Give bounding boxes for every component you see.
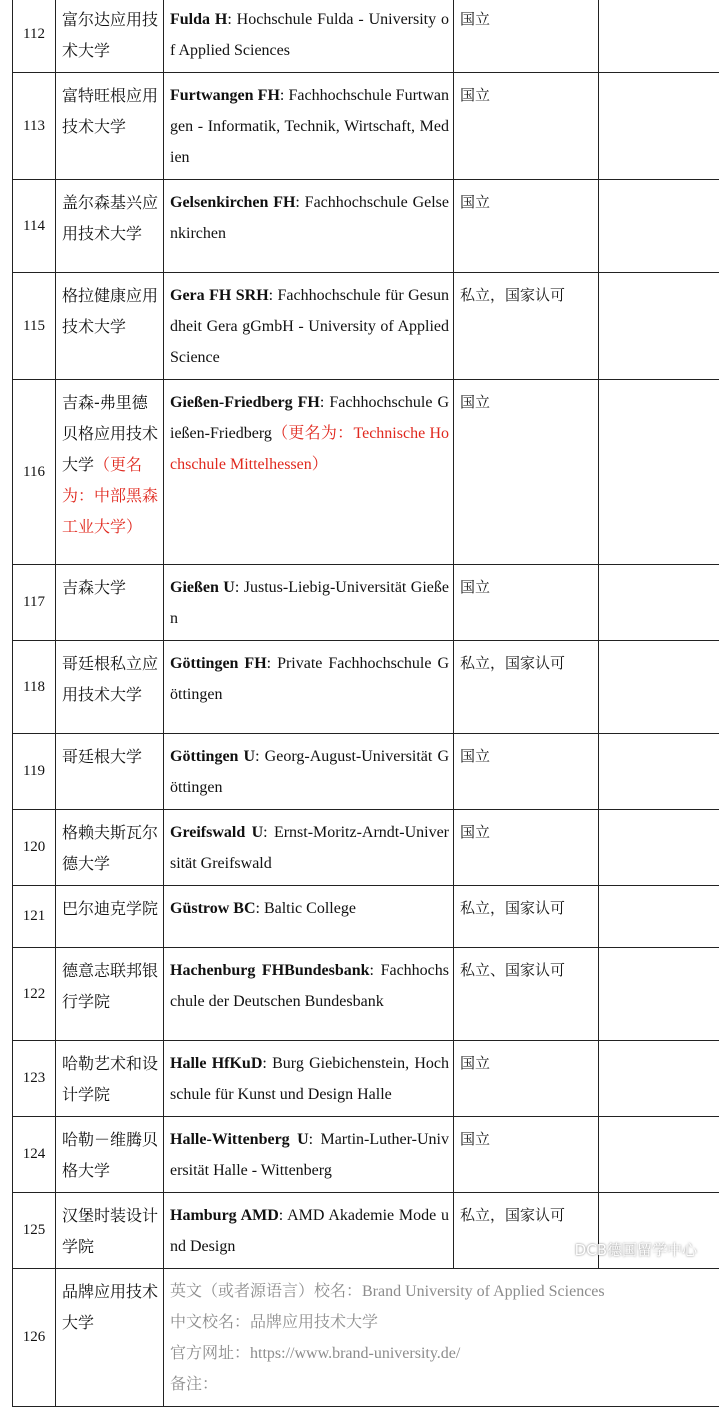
german-name: [164, 73, 453, 179]
school-abbreviation: Gelsenkirchen FH: [170, 194, 295, 211]
chinese-name-text: 吉森大学: [62, 578, 126, 597]
school-full-name: : AMD Akademie Mode und Design: [170, 1207, 449, 1255]
school-full-name: : Fachhochschule Furtwangen - Informatik, Technik, Wirtschaft, Medien: [170, 87, 449, 166]
school-abbreviation: Fulda H: [170, 11, 227, 28]
chinese-name-cell: [56, 1193, 164, 1269]
school-abbreviation: Furtwangen FH: [170, 87, 280, 104]
chinese-name: [56, 180, 163, 255]
school-type: 国立: [454, 380, 598, 424]
chinese-name-text: 格赖夫斯瓦尔德大学: [62, 823, 158, 873]
school-type: 国立: [454, 565, 598, 609]
german-name-cell: [164, 1193, 454, 1269]
chinese-name-cell: [56, 73, 164, 180]
school-type-cell: [454, 565, 599, 641]
row-number: 116: [13, 380, 56, 565]
school-full-name: : Burg Giebichenstein, Hochschule für Kunst und Design Halle: [170, 1055, 449, 1103]
school-full-name: : Private Fachhochschule Göttingen: [170, 655, 449, 703]
german-name-cell: [164, 641, 454, 734]
german-name: [164, 734, 453, 809]
school-full-name: : Georg-August-Universität Göttingen: [170, 748, 449, 796]
school-abbreviation: Hachenburg FHBundesbank: [170, 962, 370, 979]
chinese-name-cell: [56, 948, 164, 1041]
row-number: 118: [13, 641, 56, 734]
german-name-cell: [164, 948, 454, 1041]
empty-cell: [599, 810, 719, 886]
school-type-cell: [454, 380, 599, 565]
school-full-name: : Baltic College: [256, 900, 356, 917]
chinese-name-cell: [56, 1041, 164, 1117]
chinese-name-text: 哈勒－维腾贝格大学: [62, 1130, 158, 1180]
school-full-name: : Ernst-Moritz-Arndt-Universität Greifswald: [170, 824, 449, 872]
school-full-name: : Fachhochschule Gelsenkirchen: [170, 194, 449, 242]
german-name-cell: [164, 1117, 454, 1193]
german-name: [164, 273, 453, 379]
chinese-name-cell: [56, 734, 164, 810]
row-number: 120: [13, 810, 56, 886]
chinese-name: [56, 810, 163, 885]
school-abbreviation: Gera FH SRH: [170, 287, 269, 304]
row-number: 119: [13, 734, 56, 810]
german-name: [164, 0, 453, 72]
school-type: 国立: [454, 1117, 598, 1161]
info-line: 备注：: [170, 1369, 715, 1400]
chinese-name: [56, 380, 163, 548]
school-full-name: : Justus-Liebig-Universität Gießen: [170, 579, 449, 627]
chinese-name: [56, 734, 163, 778]
school-type: 国立: [454, 734, 598, 778]
empty-cell: [599, 641, 719, 734]
school-abbreviation: Halle-Wittenberg U: [170, 1131, 309, 1148]
school-full-name: : Fachhochschule Gießen-Friedberg: [170, 394, 449, 442]
info-line: 中文校名：品牌应用技术大学: [170, 1307, 715, 1338]
school-type-cell: [454, 948, 599, 1041]
chinese-name: [56, 1041, 163, 1116]
school-type-cell: [454, 886, 599, 948]
german-name-cell: [164, 886, 454, 948]
chinese-name-text: 吉森-弗里德贝格应用技术大学: [62, 393, 158, 474]
school-full-name: : Martin-Luther-Universität Halle - Wittenberg: [170, 1131, 449, 1179]
school-type-cell: [454, 180, 599, 273]
school-full-name: : Hochschule Fulda - University of Applied Sciences: [170, 11, 449, 59]
school-type-cell: [454, 1117, 599, 1193]
watermark: [549, 1239, 697, 1260]
chinese-name-text: 格拉健康应用技术大学: [62, 286, 158, 336]
chinese-name: [56, 1117, 163, 1192]
school-type: 私立，国家认可: [454, 641, 598, 685]
chinese-name-cell: [56, 1269, 164, 1407]
chinese-name: [56, 273, 163, 348]
german-name-cell: [164, 810, 454, 886]
school-abbreviation: Göttingen FH: [170, 655, 267, 672]
row-number: 121: [13, 886, 56, 948]
school-type: 国立: [454, 810, 598, 854]
german-name: [164, 886, 453, 930]
chinese-name-text: 富特旺根应用技术大学: [62, 86, 158, 136]
german-name: [164, 641, 453, 716]
chinese-rename-note: （更名为：中部黑森工业大学）: [62, 455, 158, 536]
german-name: [164, 180, 453, 255]
row-number: 124: [13, 1117, 56, 1193]
school-type-cell: [454, 1041, 599, 1117]
school-type: 私立，国家认可: [454, 886, 598, 930]
chinese-name-cell: [56, 1117, 164, 1193]
row-number: 123: [13, 1041, 56, 1117]
german-name: [164, 1041, 453, 1116]
school-abbreviation: Göttingen U: [170, 748, 255, 765]
chinese-name: [56, 886, 163, 930]
school-abbreviation: Greifswald U: [170, 824, 263, 841]
german-name-cell: [164, 380, 454, 565]
school-type: 国立: [454, 180, 598, 224]
empty-cell: [599, 180, 719, 273]
empty-cell: [599, 734, 719, 810]
table-row: [13, 73, 719, 180]
row-number: 126: [13, 1269, 56, 1407]
table-row: [13, 565, 719, 641]
chinese-name-text: 巴尔迪克学院: [62, 899, 158, 918]
chinese-name-text: 哥廷根大学: [62, 747, 142, 766]
german-name-cell: [164, 734, 454, 810]
empty-cell: [599, 273, 719, 380]
chinese-name-cell: [56, 180, 164, 273]
school-abbreviation: Gießen U: [170, 579, 235, 596]
school-type-cell: [454, 273, 599, 380]
german-name-cell: [164, 273, 454, 380]
chinese-name-cell: [56, 380, 164, 565]
german-name: [164, 565, 453, 640]
row-number: 115: [13, 273, 56, 380]
table-row: [13, 380, 719, 565]
info-cell: [164, 1269, 719, 1407]
wechat-icon: [549, 1242, 569, 1258]
school-type-cell: [454, 734, 599, 810]
chinese-name-text: 汉堡时装设计学院: [62, 1206, 158, 1256]
info-line: 官方网址：https://www.brand-university.de/: [170, 1338, 715, 1369]
empty-cell: [599, 1041, 719, 1117]
table-row: [13, 1117, 719, 1193]
chinese-name-cell: [56, 886, 164, 948]
watermark-text: DCB德国留学中心: [575, 1239, 697, 1260]
row-number: 122: [13, 948, 56, 1041]
empty-cell: [599, 886, 719, 948]
school-type-cell: [454, 73, 599, 180]
table-row: [13, 641, 719, 734]
german-rename-note: （更名为：Technische Hochschule Mittelhessen）: [170, 425, 449, 473]
german-name-cell: [164, 1041, 454, 1117]
table-row: [13, 1269, 719, 1407]
university-table: [12, 0, 719, 1407]
school-abbreviation: Hamburg AMD: [170, 1207, 279, 1224]
chinese-name: 品牌应用技术大学: [56, 1269, 163, 1344]
table-row: [13, 180, 719, 273]
german-name: [164, 380, 453, 486]
table-row: [13, 948, 719, 1041]
school-full-name: : Fachhochschule der Deutschen Bundesbank: [170, 962, 449, 1010]
german-name-cell: [164, 565, 454, 641]
school-full-name: : Fachhochschule für Gesundheit Gera gGmbH - University of Applied Science: [170, 287, 449, 366]
table-row: [13, 0, 719, 73]
row-number: 114: [13, 180, 56, 273]
empty-cell: [599, 380, 719, 565]
chinese-name: [56, 0, 163, 72]
school-type: 国立: [454, 1041, 598, 1085]
chinese-name-text: 富尔达应用技术大学: [62, 10, 158, 60]
school-type-cell: [454, 810, 599, 886]
row-number: 117: [13, 565, 56, 641]
school-abbreviation: Halle HfKuD: [170, 1055, 262, 1072]
chinese-name-text: 哈勒艺术和设计学院: [62, 1054, 158, 1104]
empty-cell: [599, 73, 719, 180]
chinese-name-cell: [56, 810, 164, 886]
chinese-name: [56, 1193, 163, 1268]
chinese-name-cell: [56, 565, 164, 641]
empty-cell: [599, 0, 719, 73]
school-info: [164, 1269, 719, 1406]
chinese-name-cell: [56, 641, 164, 734]
table-row: [13, 810, 719, 886]
school-type-cell: [454, 0, 599, 73]
chinese-name-text: 盖尔森基兴应用技术大学: [62, 193, 158, 243]
school-abbreviation: Güstrow BC: [170, 900, 256, 917]
empty-cell: [599, 565, 719, 641]
german-name: [164, 810, 453, 885]
chinese-name-cell: [56, 0, 164, 73]
row-number: 125: [13, 1193, 56, 1269]
chinese-name-text: 德意志联邦银行学院: [62, 961, 158, 1011]
school-type: 国立: [454, 73, 598, 117]
german-name-cell: [164, 0, 454, 73]
table-row: [13, 1041, 719, 1117]
chinese-name: [56, 565, 163, 609]
school-type-cell: [454, 641, 599, 734]
table-row: [13, 886, 719, 948]
chinese-name-text: 哥廷根私立应用技术大学: [62, 654, 158, 704]
info-line: 英文（或者源语言）校名：Brand University of Applied Sciences: [170, 1276, 715, 1307]
row-number: 113: [13, 73, 56, 180]
empty-cell: [599, 948, 719, 1041]
table-row: [13, 734, 719, 810]
table-row: [13, 273, 719, 380]
chinese-name: [56, 948, 163, 1023]
school-type: 国立: [454, 0, 598, 41]
chinese-name: [56, 641, 163, 716]
german-name: [164, 1117, 453, 1192]
german-name: [164, 948, 453, 1023]
german-name-cell: [164, 73, 454, 180]
school-type: 私立，国家认可: [454, 273, 598, 317]
empty-cell: [599, 1117, 719, 1193]
chinese-name: [56, 73, 163, 148]
row-number: 112: [13, 0, 56, 73]
german-name-cell: [164, 180, 454, 273]
chinese-name-cell: [56, 273, 164, 380]
school-type: 私立，国家认可: [454, 1193, 598, 1237]
school-type: 私立、国家认可: [454, 948, 598, 992]
school-abbreviation: Gießen-Friedberg FH: [170, 394, 320, 411]
german-name: [164, 1193, 453, 1268]
